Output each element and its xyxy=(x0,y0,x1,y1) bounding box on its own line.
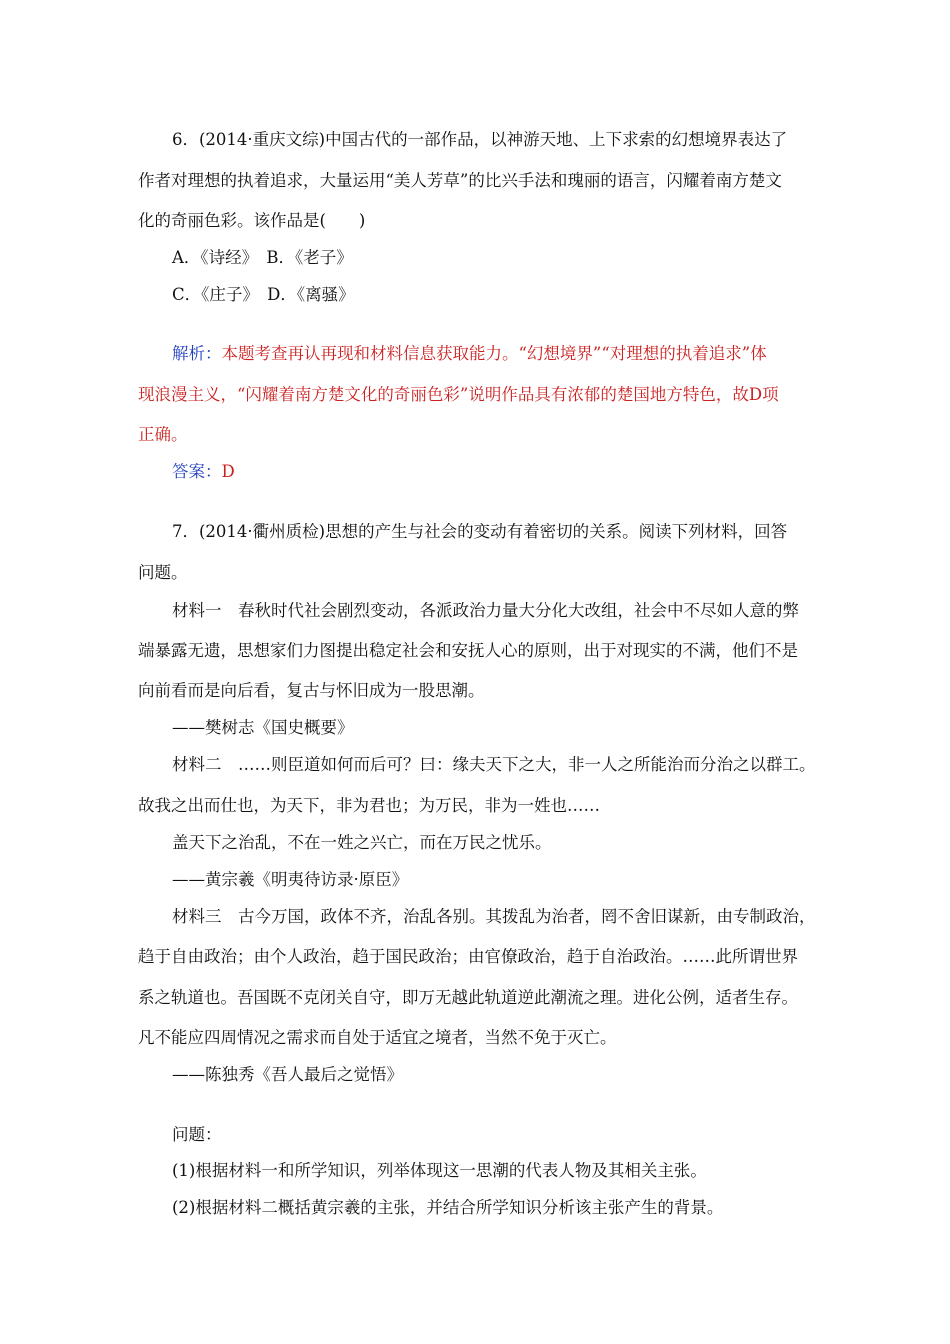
q6-line-1: 6．(2014·重庆文综)中国古代的一部作品，以神游天地、上下求索的幻想境界表达了 xyxy=(172,130,788,149)
q6-line-3: 化的奇丽色彩。该作品是( ) xyxy=(138,211,366,230)
q6-answer xyxy=(172,461,822,483)
analysis-label: 解析： xyxy=(172,344,222,363)
material-1-line-3: 向前看而是向后看，复古与怀旧成为一股思潮。 xyxy=(138,681,485,700)
q6-line-2: 作者对理想的执着追求，大量运用“美人芳草”的比兴手法和瑰丽的语言，闪耀着南方楚文 xyxy=(138,171,782,190)
q6-option-cd: C．《庄子》 D．《离骚》 xyxy=(172,285,355,304)
answer-label: 答案： xyxy=(172,462,222,481)
question-1: (1)根据材料一和所学知识，列举体现这一思潮的代表人物及其相关主张。 xyxy=(172,1161,707,1180)
material-3-line-4: 凡不能应四周情况之需求而自处于适宜之境者，当然不免于灭亡。 xyxy=(138,1028,617,1047)
analysis-text: 本题考查再认再现和材料信息获取能力。“幻想境界”“对理想的执着追求”体 xyxy=(221,344,767,363)
material-2-source: ——黄宗羲《明夷待访录·原臣》 xyxy=(172,870,409,889)
material-2-line-1: 材料二 ……则臣道如何而后可？曰：缘夫天下之大，非一人之所能治而分治之以群工。 xyxy=(172,755,816,774)
q6-analysis-line-1 xyxy=(172,343,822,365)
material-3-source: ——陈独秀《吾人最后之觉悟》 xyxy=(172,1065,403,1084)
q6-option-ab: A．《诗经》 B．《老子》 xyxy=(172,248,353,267)
material-3-line-1: 材料三 古今万国，政体不齐，治乱各别。其拨乱为治者，罔不舍旧谋新，由专制政治， xyxy=(172,907,816,926)
material-2-line-2: 故我之出而仕也，为天下，非为君也；为万民，非为一姓也…… xyxy=(138,796,600,815)
q6-analysis-line-2: 现浪漫主义，“闪耀着南方楚文化的奇丽色彩”说明作品具有浓郁的楚国地方特色，故D项 xyxy=(138,385,779,404)
q7-intro-line-2: 问题。 xyxy=(138,563,188,582)
q7-intro-line-1: 7．(2014·衢州质检)思想的产生与社会的变动有着密切的关系。阅读下列材料，回答 xyxy=(172,522,788,541)
question-2: (2)根据材料二概括黄宗羲的主张，并结合所学知识分析该主张产生的背景。 xyxy=(172,1198,724,1217)
material-1-line-1: 材料一 春秋时代社会剧烈变动，各派政治力量大分化大改组，社会中不尽如人意的弊 xyxy=(172,601,799,620)
answer-value: D xyxy=(221,462,235,481)
material-3-line-3: 系之轨道也。吾国既不克闭关自守，即万无越此轨道逆此潮流之理。进化公例，适者生存。 xyxy=(138,988,798,1007)
material-1-source: ——樊树志《国史概要》 xyxy=(172,718,354,737)
material-1-line-2: 端暴露无遗，思想家们力图提出稳定社会和安抚人心的原则，出于对现实的不满，他们不是 xyxy=(138,641,798,660)
material-2-line-3: 盖天下之治乱，不在一姓之兴亡，而在万民之忧乐。 xyxy=(172,833,552,852)
material-3-line-2: 趋于自由政治；由个人政治，趋于国民政治；由官僚政治，趋于自治政治。……此所谓世界 xyxy=(138,947,798,966)
q6-analysis-line-3: 正确。 xyxy=(138,425,188,444)
questions-label: 问题： xyxy=(172,1125,222,1144)
